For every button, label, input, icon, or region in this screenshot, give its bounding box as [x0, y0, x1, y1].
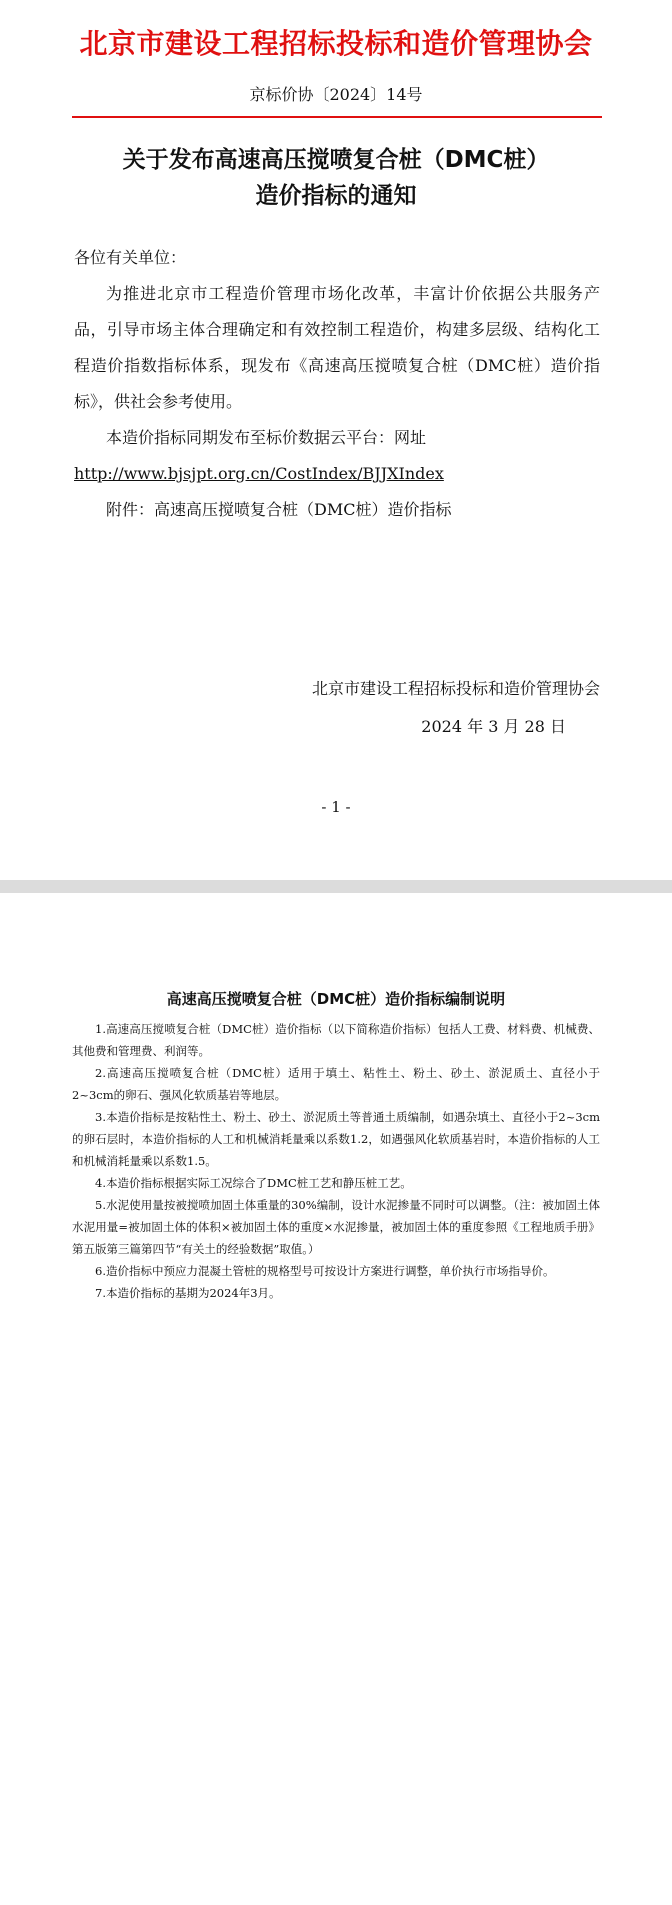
signature-org: 北京市建设工程招标投标和造价管理协会	[311, 679, 600, 698]
notice-page	[0, 0, 672, 880]
explanation-list	[72, 1018, 600, 1304]
explanation-title: 高速高压搅喷复合桩（DMC桩）造价指标编制说明	[166, 990, 506, 1008]
notice-paragraph-1: 为推进北京市工程造价管理市场化改革，丰富计价依据公共服务产品，引导市场主体合理确定和有效控制工程造价，构建多层级、结构化工程造价指数指标体系，现发布《高速高压搅喷复合桩（DMC桩）造价指标》，供社会参考使用。	[74, 284, 600, 411]
explanation-item: 1.高速高压搅喷复合桩（DMC桩）造价指标（以下简称造价指标）包括人工费、材料费、机械费、其他费和管理费、利润等。	[72, 1022, 600, 1058]
notice-title-line1: 关于发布高速高压搅喷复合桩（DMC桩）	[122, 147, 550, 173]
notice-body	[74, 240, 600, 528]
explanation-item: 6.造价指标中预应力混凝土管桩的规格型号可按设计方案进行调整，单价执行市场指导价。	[95, 1264, 555, 1278]
org-header: 北京市建设工程招标投标和造价管理协会	[79, 27, 593, 60]
doc-number: 京标价协〔2024〕14号	[249, 85, 423, 104]
explanation-item: 2.高速高压搅喷复合桩（DMC桩）适用于填土、粘性土、粉土、砂土、淤泥质土、直径小于2~3cm的卵石、强风化软质基岩等地层。	[72, 1066, 600, 1102]
explanation-page	[0, 893, 672, 1905]
explanation-item: 5.水泥使用量按被搅喷加固土体重量的30%编制，设计水泥掺量不同时可以调整。（注：被加固土体水泥用量=被加固土体的体积×被加固土体的重度×水泥掺量，被加固土体的重度参照《工程地质手册》第五版第三篇第四节“有关土的经验数据”取值。）	[72, 1198, 600, 1256]
notice-title	[0, 142, 672, 214]
salutation: 各位有关单位：	[74, 248, 187, 267]
signature-date: 2024 年 3 月 28 日	[421, 717, 566, 736]
cost-index-link[interactable]: http://www.bjsjpt.org.cn/CostIndex/BJJXIndex	[74, 464, 444, 483]
page-number: - 1 -	[321, 798, 351, 816]
notice-paragraph-2: 本造价指标同期发布至标价数据云平台：网址	[106, 428, 427, 447]
red-divider	[72, 116, 602, 118]
notice-title-line2: 造价指标的通知	[255, 183, 417, 209]
attachment-line: 附件：高速高压搅喷复合桩（DMC桩）造价指标	[106, 500, 452, 519]
explanation-item: 4.本造价指标根据实际工况综合了DMC桩工艺和静压桩工艺。	[95, 1176, 412, 1190]
explanation-item: 3.本造价指标是按粘性土、粉土、砂土、淤泥质土等普通土质编制，如遇杂填土、直径小于2~3cm的卵石层时，本造价指标的人工和机械消耗量乘以系数1.2，如遇强风化软质基岩时，本造价指标的人工和机械消耗量乘以系数1.5。	[72, 1110, 600, 1168]
explanation-item: 7.本造价指标的基期为2024年3月。	[95, 1286, 281, 1300]
